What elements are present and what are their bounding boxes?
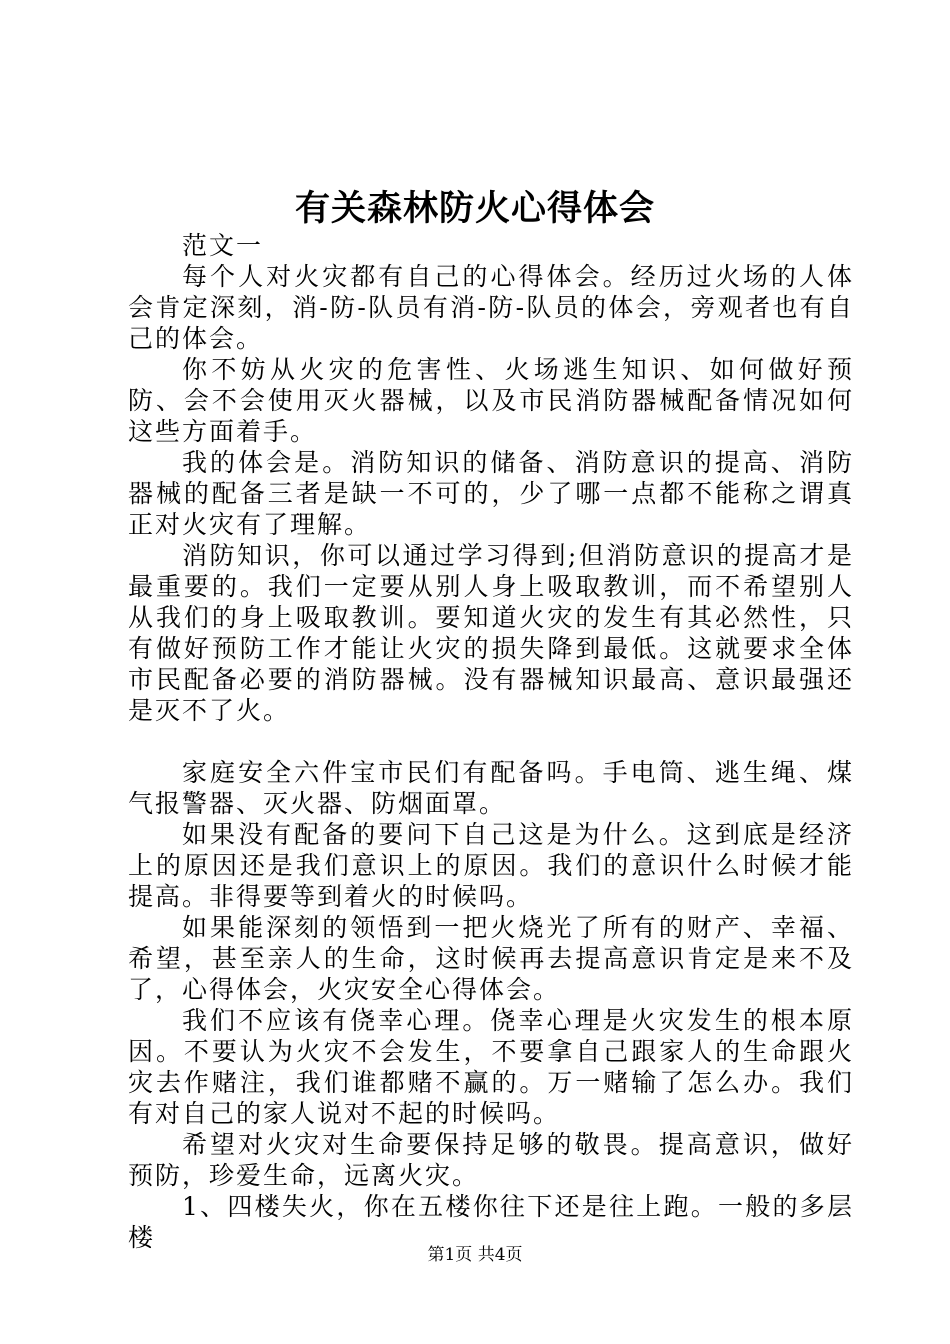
- page-footer: 第1页 共4页: [427, 1245, 523, 1265]
- paragraph: 消防知识，你可以通过学习得到;但消防意识的提高才是最重要的。我们一定要从别人身上吸取教训，而不希望别人从我们的身上吸取教训。要知道火灾的发生有其必然性，只有做好预防工作才能让火灾的损失降到最低。这就要求全体市民配备必要的消防器械。没有器械知识最高、意识最强还是灭不了火。: [128, 541, 854, 725]
- paragraph: 如果没有配备的要问下自己这是为什么。这到底是经济上的原因还是我们意识上的原因。我们的意识什么时候才能提高。非得要等到着火的时候吗。: [128, 820, 854, 911]
- paragraph: 1、四楼失火，你在五楼你往下还是往上跑。一般的多层楼: [128, 1192, 854, 1252]
- paragraph: 每个人对火灾都有自己的心得体会。经历过火场的人体会肯定深刻，消-防-队员有消-防-队员的体会，旁观者也有自己的体会。: [128, 262, 854, 353]
- paragraph: 家庭安全六件宝市民们有配备吗。手电筒、逃生绳、煤气报警器、灭火器、防烟面罩。: [128, 758, 854, 818]
- paragraph-section-label: 范文一: [182, 231, 264, 260]
- paragraph: 如果能深刻的领悟到一把火烧光了所有的财产、幸福、希望，甚至亲人的生命，这时候再去提高意识肯定是来不及了，心得体会，火灾安全心得体会。: [128, 913, 854, 1004]
- paragraph: 希望对火灾对生命要保持足够的敬畏。提高意识，做好预防，珍爱生命，远离火灾。: [128, 1130, 854, 1190]
- document-body: [128, 230, 854, 1253]
- paragraph: 我们不应该有侥幸心理。侥幸心理是火灾发生的根本原因。不要认为火灾不会发生，不要拿自己跟家人的生命跟火灾去作赌注，我们谁都赌不赢的。万一赌输了怎么办。我们有对自己的家人说对不起的时候吗。: [128, 1006, 854, 1128]
- paragraph: 你不妨从火灾的危害性、火场逃生知识、如何做好预防、会不会使用灭火器械，以及市民消防器械配备情况如何这些方面着手。: [128, 355, 854, 446]
- paragraph: 我的体会是。消防知识的储备、消防意识的提高、消防器械的配备三者是缺一不可的，少了哪一点都不能称之谓真正对火灾有了理解。: [128, 448, 854, 539]
- document-title: 有关森林防火心得体会: [294, 188, 655, 229]
